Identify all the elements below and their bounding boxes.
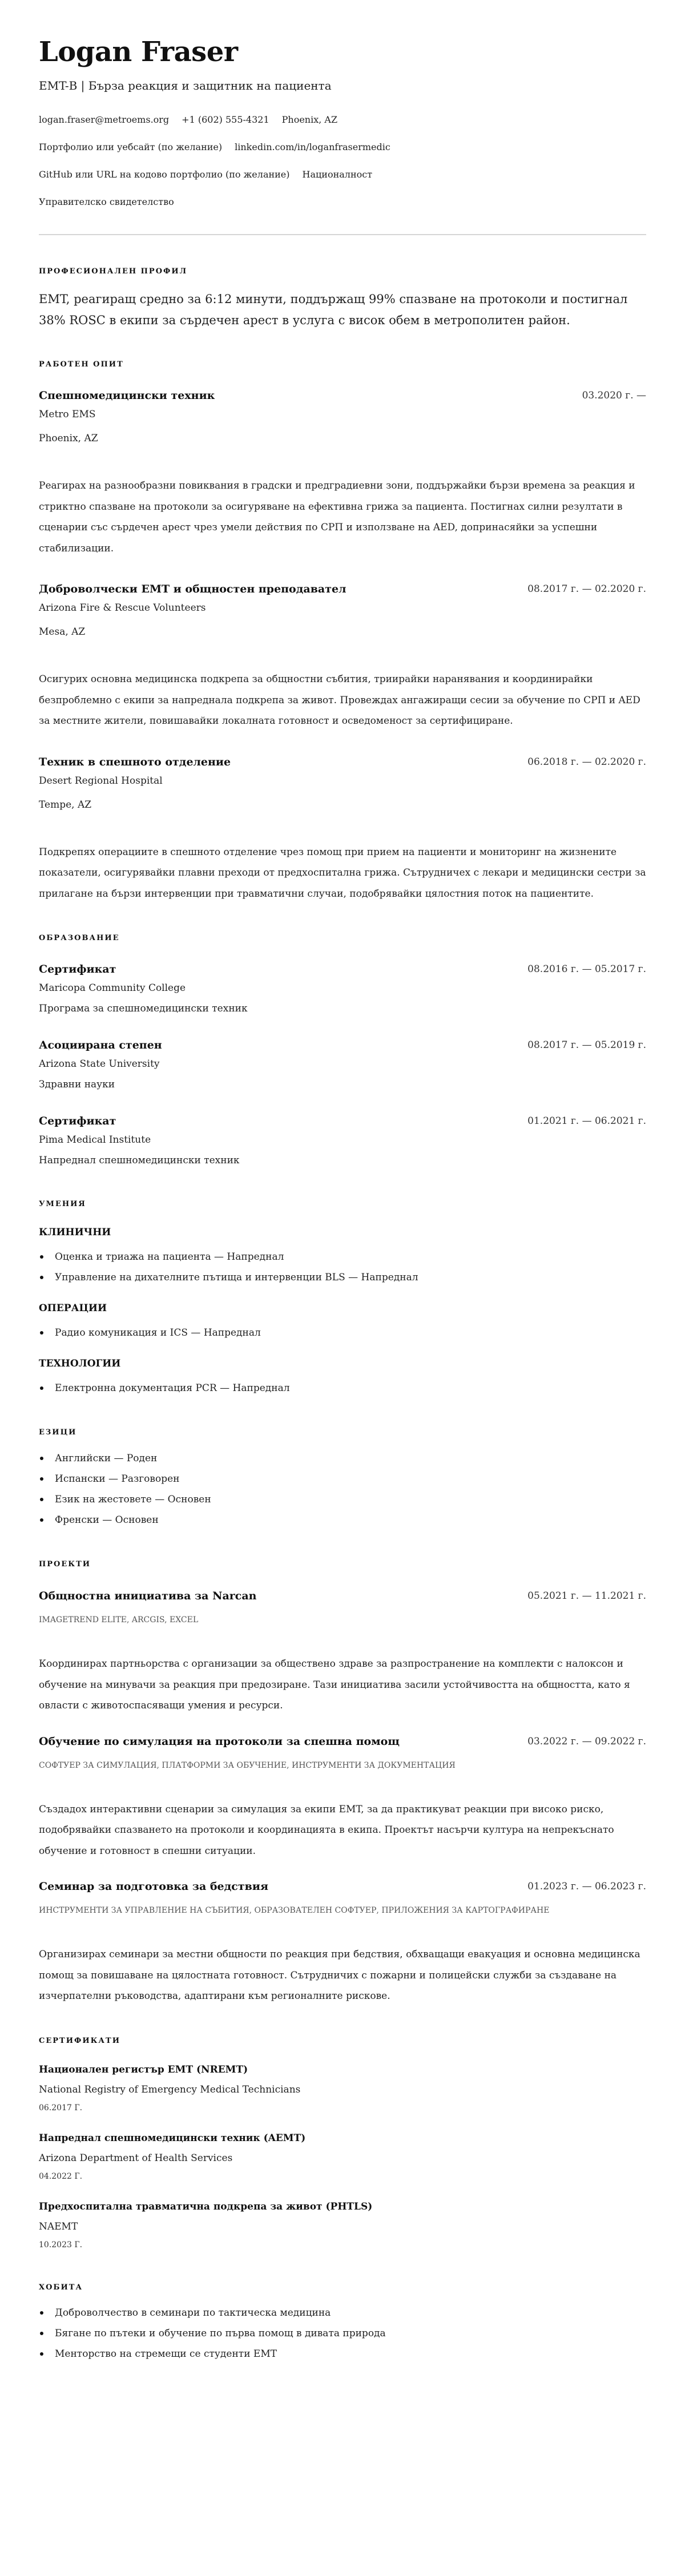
language-list <box>39 1448 646 1530</box>
job-description: Подкрепях операциите в спешното отделение чрез помощ при прием на пациенти и мониторинг на жизнените показатели, осигурявайки плавни преходи от предхоспитална грижа. Сътрудничех с лекари и медицински сестри за прилагане на бързи интервенции при травматични случаи, подобрявайки цялостния поток на пациентите. <box>39 846 646 900</box>
project-tools: ИНСТРУМЕНТИ ЗА УПРАВЛЕНИЕ НА СЪБИТИЯ, ОБРАЗОВАТЕЛЕН СОФТУЕР, ПРИЛОЖЕНИЯ ЗА КАРТОГРАФИРАНЕ <box>39 1906 550 1915</box>
degree: Сертификат <box>39 1115 116 1127</box>
field-of-study: Здравни науки <box>39 1079 115 1090</box>
job-dates: 03.2020 г. — <box>582 390 646 401</box>
education-entry <box>39 1112 646 1170</box>
certification-name: Национален регистър EMT (NREMT) <box>39 2063 248 2075</box>
project-entry <box>39 1878 646 2007</box>
email-link[interactable]: logan.fraser@metroems.org <box>39 114 170 125</box>
header-divider <box>39 234 646 235</box>
job-title: Спешномедицински техник <box>39 389 215 402</box>
contact-info <box>39 106 646 216</box>
certification-date: 04.2022 Г. <box>39 2171 83 2181</box>
skill-list <box>39 1323 646 1343</box>
contact-line <box>39 106 646 134</box>
languages-section <box>39 1427 646 1530</box>
section-heading: УМЕНИЯ <box>39 1200 86 1208</box>
skill-group-heading: КЛИНИЧНИ <box>39 1227 111 1238</box>
profile-section <box>39 266 646 330</box>
location: Phoenix, AZ <box>281 114 338 125</box>
field-of-study: Напреднал спешномедицински техник <box>39 1155 240 1166</box>
education-dates: 08.2017 г. — 05.2019 г. <box>527 1039 646 1051</box>
project-title: Семинар за подготовка за бедствия <box>39 1880 268 1893</box>
certification-entry <box>39 2130 646 2185</box>
job-location: Tempe, AZ <box>39 799 92 811</box>
education-entry <box>39 961 646 1018</box>
certification-entry <box>39 2198 646 2254</box>
experience-entry <box>39 580 646 732</box>
job-dates: 08.2017 г. — 02.2020 г. <box>527 583 646 595</box>
job-location: Phoenix, AZ <box>39 433 98 444</box>
language-item: Френски — Основен <box>39 1510 646 1530</box>
certification-name: Предхоспитална травматична подкрепа за живот (PHTLS) <box>39 2200 373 2212</box>
skill-item: Радио комуникация и ICS — Напреднал <box>39 1323 646 1343</box>
education-dates: 08.2016 г. — 05.2017 г. <box>527 964 646 975</box>
education-entry <box>39 1037 646 1094</box>
skill-group-heading: ОПЕРАЦИИ <box>39 1303 107 1314</box>
skills-section <box>39 1199 646 1398</box>
experience-entry <box>39 387 646 559</box>
section-heading: ОБРАЗОВАНИЕ <box>39 934 120 942</box>
linkedin-link[interactable]: linkedin.com/in/loganfrasermedic <box>235 142 390 152</box>
skill-list <box>39 1378 646 1398</box>
certification-name: Напреднал спешномедицински техник (AEMT) <box>39 2132 306 2144</box>
hobbies-section <box>39 2282 646 2364</box>
project-title: Общностна инициатива за Narcan <box>39 1590 257 1602</box>
section-heading: ХОБИТА <box>39 2283 83 2292</box>
job-dates: 06.2018 г. — 02.2020 г. <box>527 756 646 768</box>
skill-group-heading: ТЕХНОЛОГИИ <box>39 1358 121 1369</box>
project-description: Създадох интерактивни сценарии за симулация за екипи EMT, за да практикуват реакции при високо риско, подобрявайки спазването на протоколи и координацията в екипа. Проектът насърчи култура на непрекъснато обучение и готовност в спешни ситуации. <box>39 1803 614 1857</box>
certification-date: 06.2017 Г. <box>39 2103 83 2113</box>
school: Arizona State University <box>39 1058 160 1070</box>
candidate-headline: EMT-B | Бърза реакция и защитник на пациента <box>39 79 332 92</box>
certification-issuer: Arizona Department of Health Services <box>39 2152 233 2164</box>
candidate-name: Logan Fraser <box>39 36 238 68</box>
job-location: Mesa, AZ <box>39 626 86 638</box>
certification-issuer: NAEMT <box>39 2220 78 2232</box>
resume-header <box>39 35 646 235</box>
section-heading: СЕРТИФИКАТИ <box>39 2036 120 2045</box>
school: Pima Medical Institute <box>39 1134 151 1146</box>
job-title: Доброволчески EMT и общностен преподавател <box>39 583 346 595</box>
project-tools: IMAGETREND ELITE, ARCGIS, EXCEL <box>39 1615 199 1624</box>
section-heading: ЕЗИЦИ <box>39 1428 77 1437</box>
project-description: Организирах семинари за местни общности по реакция при бедствия, обхващащи евакуация и основна медицинска помощ за повишаване на цялостната готовност. Сътрудничих с пожарни и полицейски служби за създаване на изчерпателни ръководства, адаптирани към регионалните рискове. <box>39 1949 640 2002</box>
project-dates: 01.2023 г. — 06.2023 г. <box>527 1881 646 1892</box>
skill-item: Управление на дихателните пътища и интервенции BLS — Напреднал <box>39 1267 646 1288</box>
degree: Асоциирана степен <box>39 1039 162 1051</box>
language-item: Английски — Роден <box>39 1448 646 1469</box>
certification-issuer: National Registry of Emergency Medical Technicians <box>39 2083 301 2095</box>
drivers-license: Управителско свидетелство <box>39 196 174 207</box>
contact-line <box>39 134 646 161</box>
projects-section <box>39 1559 646 2007</box>
certifications-section <box>39 2035 646 2254</box>
profile-summary: EMT, реагиращ средно за 6:12 минути, поддържащ 99% спазване на протоколи и постигнал 38% ROSC в екипи за сърдечен арест в услуга с висок обем в метрополитен район. <box>39 292 628 327</box>
project-entry <box>39 1733 646 1862</box>
job-title: Техник в спешното отделение <box>39 755 231 768</box>
project-description: Координирах партньорства с организации за обществено здраве за разпространение на комплекти с налоксон и обучение на минувачи за реакция при предозиране. Тази инициатива засили устойчивостта на общността, като я овласти с животоспасяващи умения и ресурси. <box>39 1658 630 1711</box>
skill-list <box>39 1247 646 1288</box>
employer: Desert Regional Hospital <box>39 775 163 787</box>
certification-date: 10.2023 Г. <box>39 2240 83 2250</box>
hobby-item: Бягане по пътеки и обучение по първа помощ в дивата природа <box>39 2323 646 2344</box>
resume-page <box>0 35 685 2403</box>
nationality: Националност <box>302 169 373 180</box>
phone-number: +1 (602) 555-4321 <box>182 114 269 125</box>
project-dates: 03.2022 г. — 09.2022 г. <box>527 1735 646 1747</box>
experience-entry <box>39 753 646 905</box>
education-section <box>39 933 646 1170</box>
skill-item: Оценка и триажа на пациента — Напреднал <box>39 1247 646 1267</box>
degree: Сертификат <box>39 963 116 975</box>
project-entry <box>39 1587 646 1716</box>
job-description: Осигурих основна медицинска подкрепа за общностни събития, триирайки наранявания и координирайки безпроблемно с екипи за напреднала подкрепа за живот. Провеждах ангажиращи сесии за обучение по СРП и AED за местните жители, повишавайки локалната готовност и осведоменост за сертифициране. <box>39 674 640 727</box>
section-heading: ПРОФЕСИОНАЛЕН ПРОФИЛ <box>39 267 188 276</box>
employer: Arizona Fire & Rescue Volunteers <box>39 602 206 614</box>
hobby-item: Доброволчество в семинари по тактическа медицина <box>39 2303 646 2323</box>
portfolio-link[interactable]: Портфолио или уебсайт (по желание) <box>39 142 223 152</box>
education-dates: 01.2021 г. — 06.2021 г. <box>527 1115 646 1127</box>
project-title: Обучение по симулация на протоколи за спешна помощ <box>39 1735 400 1748</box>
language-item: Испански — Разговорен <box>39 1469 646 1489</box>
certification-entry <box>39 2061 646 2117</box>
field-of-study: Програма за спешномедицински техник <box>39 1003 248 1014</box>
contact-line <box>39 188 646 216</box>
project-tools: СОФТУЕР ЗА СИМУЛАЦИЯ, ПЛАТФОРМИ ЗА ОБУЧЕНИЕ, ИНСТРУМЕНТИ ЗА ДОКУМЕНТАЦИЯ <box>39 1760 456 1770</box>
employer: Metro EMS <box>39 409 96 420</box>
project-dates: 05.2021 г. — 11.2021 г. <box>527 1590 646 1602</box>
school: Maricopa Community College <box>39 982 186 994</box>
job-description: Реагирах на разнообразни повиквания в градски и предградиевни зони, поддържайки бързи времена за реакция и стриктно спазване на протоколи за осигуряване на ефективна грижа за пациента. Постигнах силни резултати в сценарии със сърдечен арест чрез умели действия по СРП и използване на AED, допринасяйки за успешни стабилизации. <box>39 480 635 554</box>
skill-item: Електронна документация PCR — Напреднал <box>39 1378 646 1398</box>
github-link[interactable]: GitHub или URL на кодово портфолио (по желание) <box>39 169 290 180</box>
section-heading: ПРОЕКТИ <box>39 1560 91 1569</box>
hobby-item: Менторство на стремещи се студенти EMT <box>39 2344 646 2364</box>
section-heading: РАБОТЕН ОПИТ <box>39 360 124 369</box>
language-item: Език на жестовете — Основен <box>39 1489 646 1510</box>
contact-line <box>39 161 646 188</box>
experience-section <box>39 359 646 904</box>
hobby-list <box>39 2303 646 2364</box>
